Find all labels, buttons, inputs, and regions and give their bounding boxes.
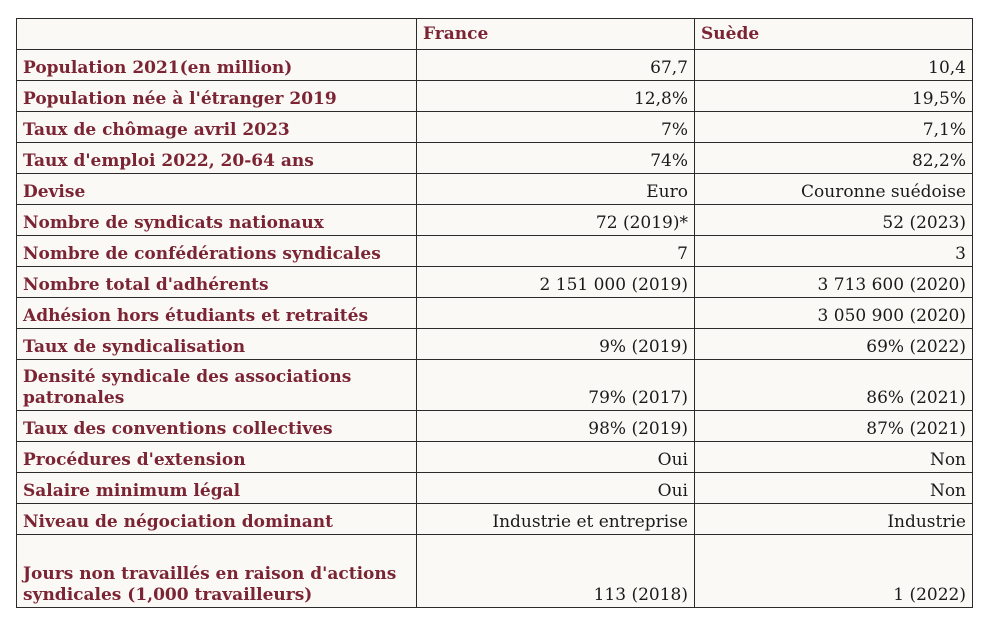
suede-value: Industrie bbox=[695, 504, 973, 535]
suede-value: 82,2% bbox=[695, 143, 973, 174]
table-row bbox=[17, 143, 973, 174]
table-row bbox=[17, 267, 973, 298]
table-row bbox=[17, 360, 973, 411]
france-value: 79% (2017) bbox=[417, 360, 695, 411]
table-row bbox=[17, 442, 973, 473]
row-label: Salaire minimum légal bbox=[17, 473, 417, 504]
table-row bbox=[17, 298, 973, 329]
table-row bbox=[17, 50, 973, 81]
row-label: Nombre de confédérations syndicales bbox=[17, 236, 417, 267]
suede-value: 3 bbox=[695, 236, 973, 267]
row-label: Nombre de syndicats nationaux bbox=[17, 205, 417, 236]
france-value: 7 bbox=[417, 236, 695, 267]
suede-value: Non bbox=[695, 442, 973, 473]
row-label: Taux d'emploi 2022, 20-64 ans bbox=[17, 143, 417, 174]
row-label: Taux de syndicalisation bbox=[17, 329, 417, 360]
france-value: Euro bbox=[417, 174, 695, 205]
france-value: 9% (2019) bbox=[417, 329, 695, 360]
row-label: Densité syndicale des associations patronales bbox=[17, 360, 417, 411]
table-row bbox=[17, 205, 973, 236]
row-label: Adhésion hors étudiants et retraités bbox=[17, 298, 417, 329]
header-blank-cell bbox=[17, 19, 417, 50]
row-label: Jours non travaillés en raison d'actions syndicales (1,000 travailleurs) bbox=[17, 535, 417, 608]
row-label: Procédures d'extension bbox=[17, 442, 417, 473]
row-label: Taux des conventions collectives bbox=[17, 411, 417, 442]
france-value: Industrie et entreprise bbox=[417, 504, 695, 535]
table-row bbox=[17, 411, 973, 442]
suede-value: 87% (2021) bbox=[695, 411, 973, 442]
suede-value: 69% (2022) bbox=[695, 329, 973, 360]
row-label: Taux de chômage avril 2023 bbox=[17, 112, 417, 143]
suede-value: 7,1% bbox=[695, 112, 973, 143]
france-value: 67,7 bbox=[417, 50, 695, 81]
table-row bbox=[17, 473, 973, 504]
suede-value: Non bbox=[695, 473, 973, 504]
france-value: 98% (2019) bbox=[417, 411, 695, 442]
row-label: Devise bbox=[17, 174, 417, 205]
france-value: 12,8% bbox=[417, 81, 695, 112]
table-row bbox=[17, 504, 973, 535]
france-value: 72 (2019)* bbox=[417, 205, 695, 236]
header-suede: Suède bbox=[695, 19, 973, 50]
suede-value: 3 713 600 (2020) bbox=[695, 267, 973, 298]
table-row bbox=[17, 535, 973, 608]
table-row bbox=[17, 81, 973, 112]
suede-value: 10,4 bbox=[695, 50, 973, 81]
row-label: Nombre total d'adhérents bbox=[17, 267, 417, 298]
france-value: Oui bbox=[417, 473, 695, 504]
suede-value: 86% (2021) bbox=[695, 360, 973, 411]
header-france: France bbox=[417, 19, 695, 50]
suede-value: 1 (2022) bbox=[695, 535, 973, 608]
suede-value: 52 (2023) bbox=[695, 205, 973, 236]
table-row bbox=[17, 329, 973, 360]
france-value: 74% bbox=[417, 143, 695, 174]
suede-value: Couronne suédoise bbox=[695, 174, 973, 205]
suede-value: 19,5% bbox=[695, 81, 973, 112]
france-value bbox=[417, 298, 695, 329]
row-label: Niveau de négociation dominant bbox=[17, 504, 417, 535]
table-row bbox=[17, 236, 973, 267]
table-row bbox=[17, 112, 973, 143]
france-value: 7% bbox=[417, 112, 695, 143]
comparison-table bbox=[16, 18, 973, 608]
france-value: Oui bbox=[417, 442, 695, 473]
header-row bbox=[17, 19, 973, 50]
row-label: Population 2021(en million) bbox=[17, 50, 417, 81]
france-value: 2 151 000 (2019) bbox=[417, 267, 695, 298]
suede-value: 3 050 900 (2020) bbox=[695, 298, 973, 329]
row-label: Population née à l'étranger 2019 bbox=[17, 81, 417, 112]
france-value: 113 (2018) bbox=[417, 535, 695, 608]
table-row bbox=[17, 174, 973, 205]
